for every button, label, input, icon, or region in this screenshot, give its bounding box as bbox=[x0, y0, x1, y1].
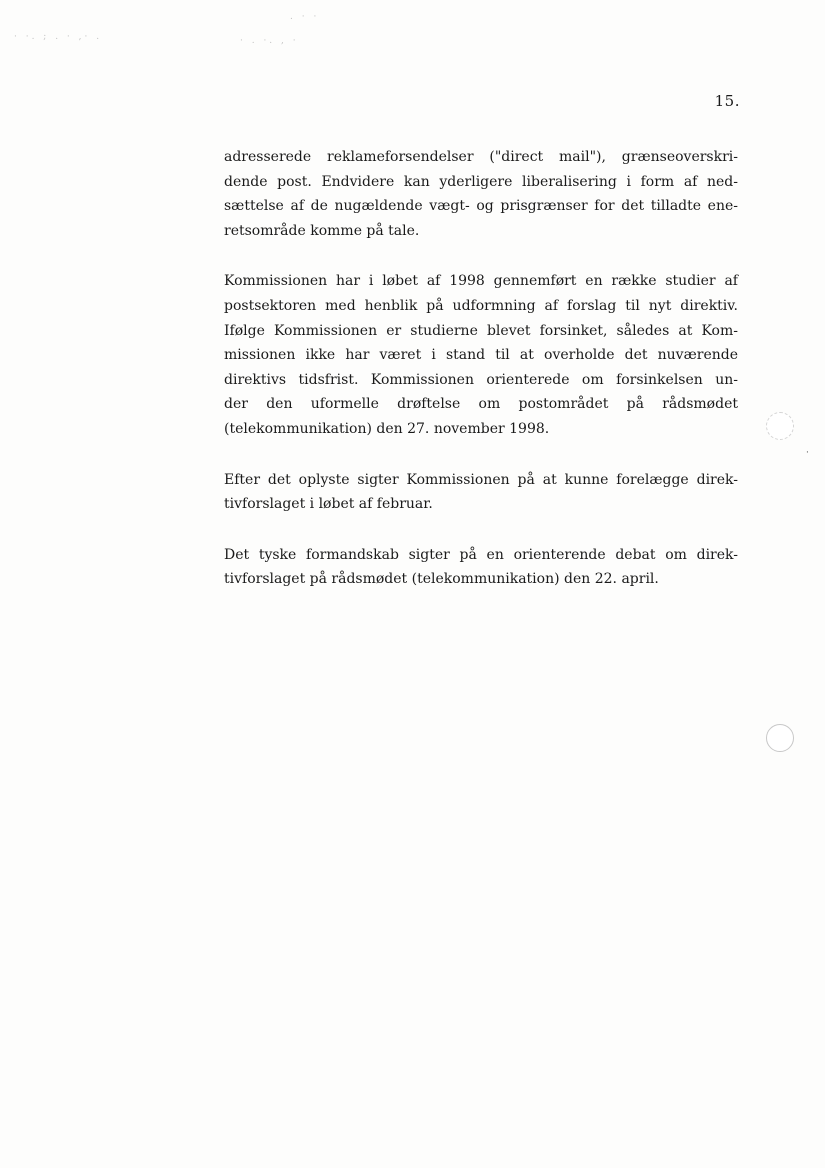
text-line: adresserede reklameforsendelser ("direct mail"), grænseoverskri- bbox=[224, 149, 738, 165]
text-line: der den uformelle drøftelse om postområdet på rådsmødet bbox=[224, 396, 738, 413]
text-line: dende post. Endvidere kan yderligere liberalisering i form af ned- bbox=[224, 173, 738, 190]
paragraph-4 bbox=[224, 543, 738, 592]
paragraph-2 bbox=[224, 269, 738, 441]
text-line: Kommissionen har i løbet af 1998 gennemført en række studier af bbox=[224, 273, 738, 290]
punch-hole bbox=[766, 412, 794, 440]
text-line: tivforslaget på rådsmødet (telekommunikation) den 22. april. bbox=[224, 571, 659, 588]
text-line: sættelse af de nugældende vægt- og prisgrænser for det tilladte ene- bbox=[224, 198, 738, 215]
text-line: (telekommunikation) den 27. november 1998. bbox=[224, 420, 550, 437]
text-line: Ifølge Kommissionen er studierne blevet forsinket, således at Kom- bbox=[224, 322, 738, 339]
scan-noise: · . ·. , · bbox=[240, 36, 299, 46]
text-line: retsområde komme på tale. bbox=[224, 222, 420, 239]
scan-noise: . · · bbox=[290, 12, 320, 22]
paragraph-1 bbox=[224, 145, 738, 243]
text-line: tivforslaget i løbet af februar. bbox=[224, 496, 433, 513]
punch-hole bbox=[766, 724, 794, 752]
text-line: missionen ikke har været i stand til at overholde det nuværende bbox=[224, 347, 738, 364]
text-line: Det tyske formandskab sigter på en orienterende debat om direk- bbox=[224, 546, 738, 563]
text-line: postsektoren med henblik på udformning af forslag til nyt direktiv. bbox=[224, 297, 738, 314]
page-number: 15. bbox=[714, 92, 740, 110]
paragraph-3 bbox=[224, 468, 738, 517]
scan-noise: · bbox=[806, 448, 812, 458]
text-line: Efter det oplyste sigter Kommissionen på at kunne forelægge direk- bbox=[224, 471, 738, 488]
scan-noise: · ·. ; . · ,· . bbox=[14, 32, 103, 42]
body-text bbox=[224, 145, 738, 618]
text-line: direktivs tidsfrist. Kommissionen orienterede om forsinkelsen un- bbox=[224, 371, 738, 388]
